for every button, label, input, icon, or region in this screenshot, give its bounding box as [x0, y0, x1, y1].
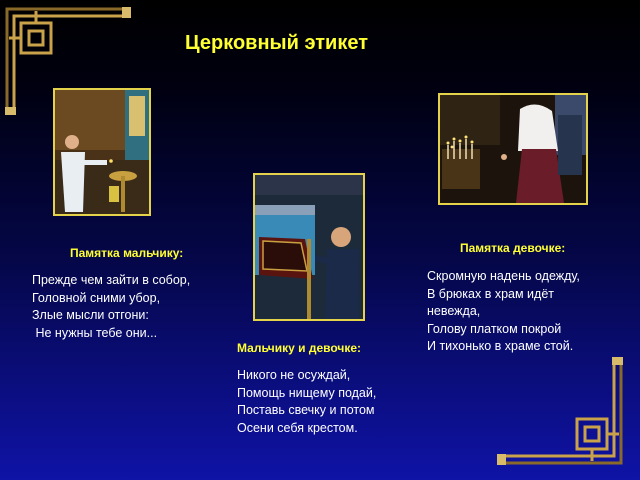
both-memo-poem: [237, 367, 376, 437]
corner-ornament-bottom-right: [494, 354, 624, 466]
girl-memo-line: И тихонько в храме стой.: [427, 339, 574, 353]
both-memo-line: Поставь свечку и потом: [237, 403, 375, 417]
photo-girl-in-headscarf: [438, 93, 588, 205]
girl-memo-line: Скромную надень одежду,: [427, 269, 580, 283]
both-memo-heading: Мальчику и девочке:: [237, 341, 362, 355]
girl-memo-line: Голову платком покрой: [427, 321, 562, 336]
slide-title: Церковный этикет: [185, 32, 368, 54]
both-memo-line: Осени себя крестом.: [237, 420, 358, 435]
girl-memo-heading: Памятка девочке:: [460, 241, 566, 255]
both-memo-line: Помощь нищему подай,: [237, 385, 377, 400]
girl-memo-line: В брюках в храм идёт: [427, 286, 555, 301]
boy-memo-poem: [32, 272, 190, 342]
boy-memo-line: Головной сними убор,: [32, 290, 161, 305]
boy-memo-line: Не нужны тебе они...: [32, 325, 158, 340]
boy-memo-line: Злые мысли отгони:: [32, 308, 149, 322]
boy-memo-heading: Памятка мальчику:: [70, 246, 184, 260]
photo-boy-lighting-candle: [53, 88, 151, 216]
girl-memo-poem: [427, 268, 580, 356]
photo-boy-at-lectern: [253, 173, 365, 321]
boy-candle-picture: [55, 90, 149, 214]
girl-scarf-picture: [440, 95, 586, 203]
girl-memo-line: невежда,: [427, 304, 481, 318]
boy-lectern-picture: [255, 175, 363, 319]
boy-memo-line: Прежде чем зайти в собор,: [32, 273, 191, 287]
both-memo-line: Никого не осуждай,: [237, 368, 351, 382]
